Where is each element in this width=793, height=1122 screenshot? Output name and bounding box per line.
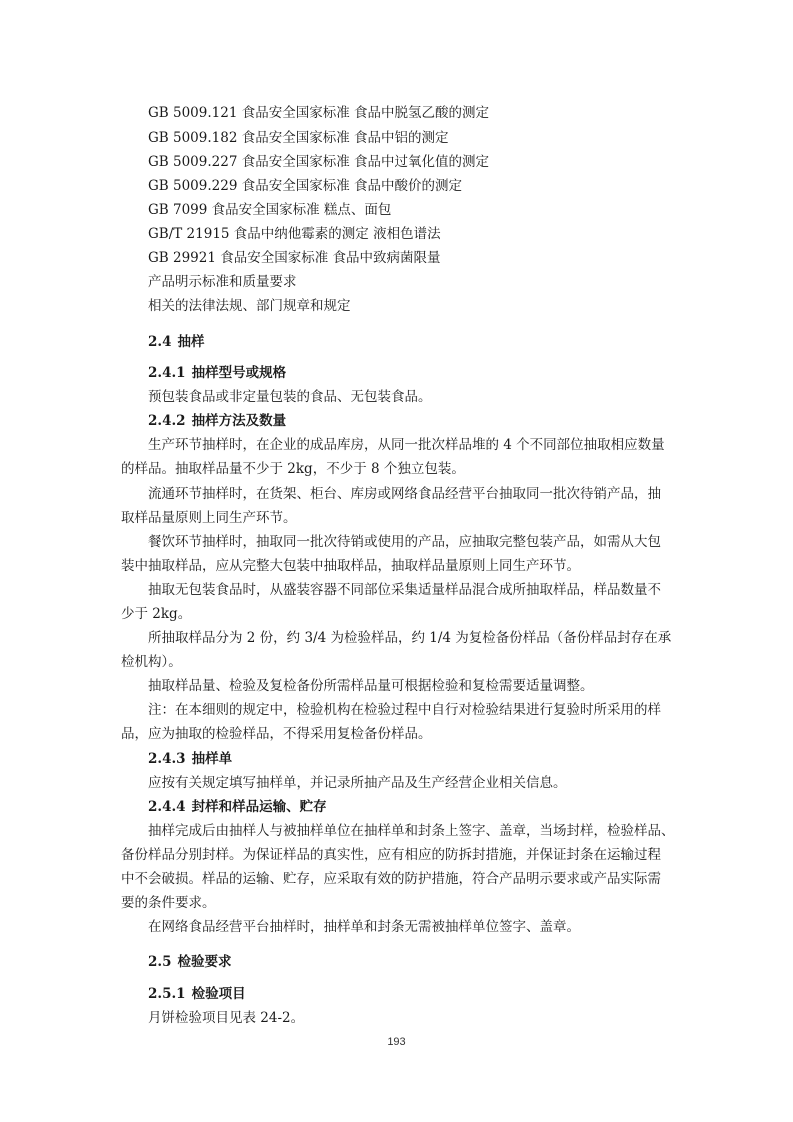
paragraph-line: 备份样品分别封样。为保证样品的真实性，应有相应的防拆封措施，并保证封条在运输过程 [121, 847, 661, 863]
paragraph-line: 抽取无包装食品时，从盛装容器不同部位采集适量样品混合成所抽取样品，样品数量不 [148, 582, 661, 598]
paragraph: 月饼检验项目见表 24-2。 [148, 1010, 305, 1026]
paragraph-line: 餐饮环节抽样时，抽取同一批次待销或使用的产品，应抽取完整包装产品，如需从大包 [148, 534, 661, 550]
section-heading-2-4-3: 2.4.3 抽样单 [148, 751, 233, 767]
standard-item: GB 5009.227 食品安全国家标准 食品中过氧化值的测定 [148, 154, 489, 170]
standard-item: GB 7099 食品安全国家标准 糕点、面包 [148, 202, 392, 218]
standard-item: 产品明示标准和质量要求 [148, 274, 297, 290]
paragraph-line: 要的条件要求。 [121, 895, 216, 911]
standard-item: GB 29921 食品安全国家标准 食品中致病菌限量 [148, 250, 441, 266]
paragraph-line: 生产环节抽样时，在企业的成品库房，从同一批次样品堆的 4 个不同部位抽取相应数量 [148, 437, 665, 453]
page-number: 193 [387, 1036, 406, 1048]
note-line: 品，应为抽取的检验样品，不得采用复检备份样品。 [121, 726, 432, 742]
standard-item: GB 5009.182 食品安全国家标准 食品中铝的测定 [148, 130, 449, 146]
paragraph-line: 在网络食品经营平台抽样时，抽样单和封条无需被抽样单位签字、盖章。 [148, 919, 580, 935]
paragraph-line: 少于 2kg。 [121, 606, 192, 622]
paragraph-line: 抽取样品量、检验及复检备份所需样品量可根据检验和复检需要适量调整。 [148, 678, 594, 694]
standard-item: 相关的法律法规、部门规章和规定 [148, 298, 351, 314]
section-heading-2-5-1: 2.5.1 检验项目 [148, 986, 246, 1002]
standard-item: GB 5009.121 食品安全国家标准 食品中脱氢乙酸的测定 [148, 105, 489, 121]
standard-item: GB/T 21915 食品中纳他霉素的测定 液相色谱法 [148, 226, 441, 242]
paragraph-line: 的样品。抽取样品量不少于 2kg，不少于 8 个独立包装。 [121, 461, 465, 477]
paragraph: 预包装食品或非定量包装的食品、无包装食品。 [148, 389, 432, 405]
section-heading-2-4-1: 2.4.1 抽样型号或规格 [148, 365, 287, 381]
section-heading-2-5: 2.5 检验要求 [148, 954, 232, 970]
section-heading-2-4: 2.4 抽样 [148, 334, 205, 350]
section-heading-2-4-2: 2.4.2 抽样方法及数量 [148, 413, 287, 429]
paragraph-line: 所抽取样品分为 2 份，约 3/4 为检验样品，约 1/4 为复检备份样品（备份样品封存在承 [148, 630, 672, 646]
standard-item: GB 5009.229 食品安全国家标准 食品中酸价的测定 [148, 178, 462, 194]
paragraph-line: 中不会破损。样品的运输、贮存，应采取有效的防护措施，符合产品明示要求或产品实际需 [121, 871, 661, 887]
paragraph-line: 取样品量原则上同生产环节。 [121, 510, 297, 526]
paragraph: 应按有关规定填写抽样单，并记录所抽产品及生产经营企业相关信息。 [148, 775, 567, 791]
note-line: 注：在本细则的规定中，检验机构在检验过程中自行对检验结果进行复验时所采用的样 [148, 702, 661, 718]
paragraph-line: 装中抽取样品，应从完整大包装中抽取样品，抽取样品量原则上同生产环节。 [121, 558, 580, 574]
section-heading-2-4-4: 2.4.4 封样和样品运输、贮存 [148, 799, 327, 815]
paragraph-line: 抽样完成后由抽样人与被抽样单位在抽样单和封条上签字、盖章，当场封样，检验样品、 [148, 823, 675, 839]
paragraph-line: 检机构）。 [121, 654, 182, 670]
paragraph-line: 流通环节抽样时，在货架、柜台、库房或网络食品经营平台抽取同一批次待销产品，抽 [148, 486, 661, 502]
